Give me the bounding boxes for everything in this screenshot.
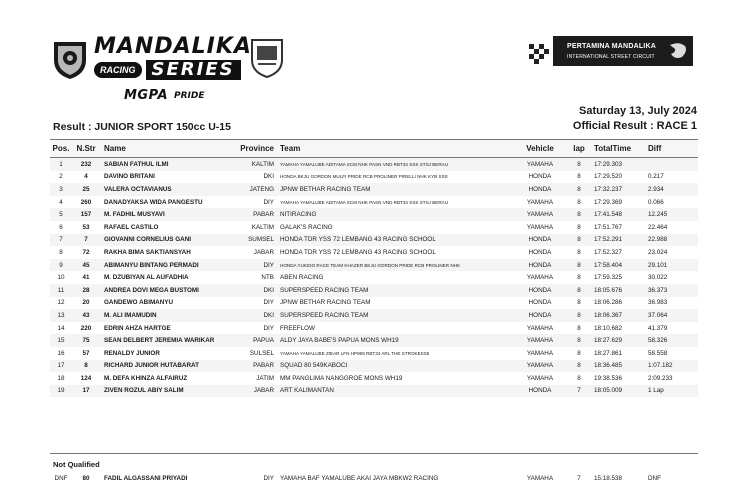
cell-pos: 17	[57, 362, 65, 370]
table-row	[50, 385, 698, 398]
cell-province: JATIM	[256, 374, 274, 382]
table-row	[50, 334, 698, 347]
cell-lap: 8	[577, 160, 581, 168]
cell-lap: 8	[577, 236, 581, 244]
cell-totaltime: 17:59.325	[594, 274, 623, 282]
cell-vehicle: HONDA	[528, 173, 552, 181]
cell-nstr: 124	[80, 374, 92, 382]
col-totaltime: TotalTime	[594, 144, 632, 153]
table-header	[50, 139, 698, 158]
cell-totaltime: 17:58.404	[594, 261, 623, 269]
cell-nstr: 80	[82, 474, 90, 482]
cell-pos: 11	[57, 286, 65, 294]
cell-team: ALDY JAYA BABE'S PAPUA MONS WH19	[280, 337, 399, 345]
cell-nstr: 25	[82, 185, 90, 193]
cell-pos: 13	[57, 311, 65, 319]
cell-nstr: 17	[82, 387, 90, 395]
table-row	[50, 196, 698, 209]
cell-lap: 8	[577, 362, 581, 370]
cell-vehicle: YAMAHA	[526, 274, 554, 282]
cell-nstr: 45	[82, 261, 90, 269]
event-logo	[52, 34, 292, 104]
cell-team: SUPERSPEED RACING TEAM	[280, 311, 369, 319]
cell-diff: 22.988	[648, 236, 668, 244]
cell-lap: 8	[577, 223, 581, 231]
cell-name: M. DZUBIYAN AL AUFADHIA	[104, 274, 189, 282]
cell-team: SUPERSPEED RACING TEAM	[280, 286, 369, 294]
cell-pos: 4	[59, 198, 63, 206]
table-row	[50, 208, 698, 221]
cell-diff: 30.022	[648, 274, 668, 282]
cell-team: HONDA YUKIDO RACE TEAM KHAZER BKJU GORDON PRIDE RCB PROLINER NHK	[280, 262, 461, 268]
cell-totaltime: 15:18.538	[594, 474, 623, 482]
cell-vehicle: HONDA	[528, 236, 552, 244]
cell-vehicle: YAMAHA	[526, 474, 554, 482]
cell-pos: 1	[59, 160, 63, 168]
cell-name: M. ALI IMAMUDIN	[104, 311, 157, 319]
cell-team: HONDA TDR YSS 72 LEMBANG 43 RACING SCHOOL	[280, 236, 436, 244]
cell-diff: 0.066	[648, 198, 664, 206]
cell-province: DIY	[263, 474, 274, 482]
cell-nstr: 53	[82, 223, 90, 231]
cell-diff: 36.983	[648, 299, 668, 307]
cell-name: ANDREA DOVI MEGA BUSTOMI	[104, 286, 199, 294]
cell-lap: 8	[577, 374, 581, 382]
cell-nstr: 157	[80, 211, 92, 219]
event-wordmark: MANDALIKA	[94, 34, 252, 59]
cell-pos: 10	[57, 274, 65, 282]
cell-vehicle: HONDA	[528, 261, 552, 269]
cell-vehicle: HONDA	[528, 299, 552, 307]
cell-pos: 15	[57, 337, 65, 345]
racing-tag: RACING	[94, 62, 142, 78]
cell-name: GANDEWO ABIMANYU	[104, 299, 174, 307]
cell-team: HONDA BKJU GORDON MULFI PRIDE RCB PROLINER PIRELLI NHK KYB SSS	[280, 174, 448, 180]
cell-lap: 8	[577, 211, 581, 219]
cell-diff: 29.101	[648, 261, 668, 269]
cell-nstr: 8	[84, 362, 88, 370]
cell-pos: 2	[59, 173, 63, 181]
cell-lap: 8	[577, 261, 581, 269]
cell-vehicle: HONDA	[528, 286, 552, 294]
cell-diff: 0.217	[648, 173, 664, 181]
cell-province: PABAR	[253, 211, 274, 219]
cell-pos: DNF	[54, 474, 68, 482]
table-row	[50, 360, 698, 373]
cell-nstr: 57	[82, 349, 90, 357]
cell-team: GALAK'S RACING	[280, 223, 333, 231]
cell-province: DIY	[263, 324, 274, 332]
cell-nstr: 72	[82, 248, 90, 256]
cell-diff: 22.464	[648, 223, 668, 231]
cell-province: PABAR	[253, 362, 274, 370]
cell-diff: 37.064	[648, 311, 668, 319]
cell-vehicle: YAMAHA	[526, 324, 554, 332]
cell-province: DIY	[263, 198, 274, 206]
cell-province: SUMSEL	[248, 236, 274, 244]
divider	[50, 453, 698, 454]
cell-totaltime: 18:36.485	[594, 362, 623, 370]
cell-province: JABAR	[253, 387, 274, 395]
col-lap: lap	[573, 144, 585, 153]
cell-province: DKI	[263, 311, 274, 319]
cell-lap: 8	[577, 299, 581, 307]
cell-lap: 7	[577, 387, 581, 395]
cell-province: KALTIM	[251, 223, 274, 231]
cell-vehicle: YAMAHA	[526, 198, 554, 206]
cell-pos: 9	[59, 261, 63, 269]
cell-nstr: 28	[82, 286, 90, 294]
cell-diff: 12.245	[648, 211, 668, 219]
cell-totaltime: 18:27.629	[594, 337, 623, 345]
table-body	[50, 158, 698, 397]
cell-vehicle: HONDA	[528, 387, 552, 395]
cell-name: DAVINO BRITANI	[104, 173, 155, 181]
cell-nstr: 43	[82, 311, 90, 319]
cell-totaltime: 17:32.237	[594, 185, 623, 193]
cell-name: RICHARD JUNIOR HUTABARAT	[104, 362, 199, 370]
cell-totaltime: 18:06.286	[594, 299, 623, 307]
cell-totaltime: 18:05.009	[594, 387, 623, 395]
table-row	[50, 221, 698, 234]
cell-lap: 8	[577, 311, 581, 319]
cell-nstr: 41	[82, 274, 90, 282]
cell-team: YAMAHA YAMALUBE ADITAMA SCM NHK PASN VND RBT34 SSS STSJ BERAU	[280, 161, 449, 167]
cell-lap: 8	[577, 349, 581, 357]
cell-name: ZIVEN ROZUL ABIY SALIM	[104, 387, 184, 395]
cell-diff: 58.326	[648, 337, 668, 345]
cell-name: DANADYAKSA WIDA PANGESTU	[104, 198, 203, 206]
cell-nstr: 220	[80, 324, 92, 332]
not-qualified-section	[50, 472, 698, 485]
cell-vehicle: YAMAHA	[526, 160, 554, 168]
cell-pos: 14	[57, 324, 65, 332]
cell-vehicle: YAMAHA	[526, 337, 554, 345]
cell-lap: 8	[577, 198, 581, 206]
cell-diff: 23.024	[648, 248, 668, 256]
cell-team: JPNW BETHAR RACING TEAM	[280, 299, 371, 307]
cell-name: GIOVANNI CORNELIUS GANI	[104, 236, 191, 244]
cell-name: ABIMANYU BINTANG PERMADI	[104, 261, 199, 269]
cell-name: VALERA OCTAVIANUS	[104, 185, 172, 193]
cell-nstr: 260	[80, 198, 92, 206]
cell-totaltime: 17:51.767	[594, 223, 623, 231]
cell-name: RENALDY JUNIOR	[104, 349, 160, 357]
cell-province: DIY	[263, 261, 274, 269]
mgpa-logo: MGPA	[124, 88, 169, 103]
cell-vehicle: YAMAHA	[526, 211, 554, 219]
cell-vehicle: YAMAHA	[526, 349, 554, 357]
cell-totaltime: 17:29.369	[594, 198, 623, 206]
cell-team: NITIRACING	[280, 211, 317, 219]
cell-province: JABAR	[253, 248, 274, 256]
table-row	[50, 158, 698, 171]
shield-logo-icon	[52, 38, 88, 80]
col-pos: Pos.	[52, 144, 70, 153]
cell-team: YAMAHA YAMALUBE ZIEAR LFN HP969 RBT34 ARL THE STROKESS5	[280, 350, 430, 356]
circuit-subtitle: INTERNATIONAL STREET CIRCUIT	[567, 54, 655, 60]
organizer-seal-icon	[248, 36, 286, 78]
table-row	[50, 322, 698, 335]
cell-name: M. FADHIL MUSYAVI	[104, 211, 165, 219]
cell-team: ABEN RACING	[280, 274, 324, 282]
table-row	[50, 472, 698, 485]
results-table	[50, 139, 698, 397]
cell-team: MM PANGLIMA NANGGROE MONS WH19	[280, 374, 403, 382]
cell-vehicle: HONDA	[528, 248, 552, 256]
table-row	[50, 183, 698, 196]
col-nstr: N.Str	[76, 144, 96, 153]
cell-nstr: 4	[84, 173, 88, 181]
cell-diff: DNF	[648, 474, 661, 482]
table-row	[50, 309, 698, 322]
col-vehicle: Vehicle	[526, 144, 554, 153]
table-row	[50, 347, 698, 360]
cell-team: ART KALIMANTAN	[280, 387, 334, 395]
cell-totaltime: 19:38.536	[594, 374, 623, 382]
pride-logo: PRIDE	[174, 91, 205, 101]
cell-diff: 2:09.233	[648, 374, 673, 382]
series-word: SERIES	[146, 60, 241, 80]
col-diff: Diff	[648, 144, 662, 153]
col-name: Name	[104, 144, 126, 153]
cell-vehicle: YAMAHA	[526, 374, 554, 382]
cell-pos: 19	[57, 387, 65, 395]
cell-diff: 1 Lap	[648, 387, 664, 395]
cell-lap: 8	[577, 248, 581, 256]
table-row	[50, 297, 698, 310]
cell-diff: 41.379	[648, 324, 668, 332]
col-team: Team	[280, 144, 301, 153]
circuit-logo	[525, 34, 695, 70]
cell-diff: 36.373	[648, 286, 668, 294]
not-qualified-label: Not Qualified	[53, 460, 100, 469]
cell-diff: 58.558	[648, 349, 668, 357]
race-date: Saturday 13, July 2024	[578, 105, 697, 117]
cell-lap: 8	[577, 274, 581, 282]
cell-totaltime: 17:41.548	[594, 211, 623, 219]
cell-nstr: 232	[80, 160, 92, 168]
track-map-icon	[667, 41, 689, 61]
cell-name: SABIAN FATHUL ILMI	[104, 160, 169, 168]
cell-province: PAPUA	[253, 337, 274, 345]
cell-pos: 6	[59, 223, 63, 231]
cell-province: DKI	[263, 173, 274, 181]
cell-vehicle: HONDA	[528, 311, 552, 319]
cell-vehicle: YAMAHA	[526, 223, 554, 231]
col-province: Province	[240, 144, 274, 153]
cell-team: YAMAHA BAF YAMALUBE AKAI JAYA MBKW2 RACING	[280, 474, 439, 482]
circuit-banner	[553, 36, 693, 66]
cell-diff: 1:07.182	[648, 362, 673, 370]
cell-province: NTB	[261, 274, 274, 282]
cell-name: EDRIN AHZA HARTGE	[104, 324, 171, 332]
cell-totaltime: 17:29.520	[594, 173, 623, 181]
cell-totaltime: 18:10.682	[594, 324, 623, 332]
cell-name: RAFAEL CASTILO	[104, 223, 159, 231]
cell-province: KALTIM	[251, 160, 274, 168]
cell-team: SQUAD 80 549KABOCI	[280, 362, 348, 370]
cell-team: YAMAHA YAMALUBE ADITAMA SCM NHK PASN VND RBT34 SSS STSJ BERAU	[280, 199, 449, 205]
circuit-name: PERTAMINA MANDALIKA	[567, 43, 656, 50]
cell-pos: 16	[57, 349, 65, 357]
table-row	[50, 372, 698, 385]
cell-pos: 3	[59, 185, 63, 193]
cell-name: RAKHA BIMA SAKTIANSYAH	[104, 248, 191, 256]
official-result-label: Official Result : RACE 1	[572, 120, 697, 132]
cell-lap: 7	[577, 474, 581, 482]
cell-team: HONDA TDR YSS 72 LEMBANG 43 RACING SCHOOL	[280, 248, 436, 256]
cell-province: JATENG	[249, 185, 274, 193]
table-row	[50, 246, 698, 259]
cell-name: SEAN DELBERT JEREMIA WARIKAR	[104, 337, 215, 345]
cell-totaltime: 18:06.367	[594, 311, 623, 319]
table-row	[50, 271, 698, 284]
cell-province: DIY	[263, 299, 274, 307]
cell-totaltime: 17:52.291	[594, 236, 623, 244]
cell-diff: 2.934	[648, 185, 664, 193]
cell-province: DKI	[263, 286, 274, 294]
cell-province: SULSEL	[249, 349, 274, 357]
cell-lap: 8	[577, 286, 581, 294]
cell-pos: 5	[59, 211, 63, 219]
cell-totaltime: 17:29.303	[594, 160, 623, 168]
cell-lap: 8	[577, 337, 581, 345]
cell-team: JPNW BETHAR RACING TEAM	[280, 185, 371, 193]
cell-pos: 7	[59, 236, 63, 244]
cell-pos: 18	[57, 374, 65, 382]
cell-lap: 8	[577, 185, 581, 193]
cell-name: FADIL ALGASSANI PRIYADI	[104, 474, 188, 482]
cell-totaltime: 18:27.861	[594, 349, 623, 357]
cell-nstr: 20	[82, 299, 90, 307]
cell-team: FREEFLOW	[280, 324, 315, 332]
cell-nstr: 7	[84, 236, 88, 244]
cell-totaltime: 18:05.676	[594, 286, 623, 294]
table-row	[50, 259, 698, 272]
racing-series-wordmark	[94, 60, 241, 80]
cell-name: M. DEFA KHINZA ALFAIRUZ	[104, 374, 188, 382]
table-row	[50, 234, 698, 247]
cell-vehicle: HONDA	[528, 185, 552, 193]
cell-vehicle: YAMAHA	[526, 362, 554, 370]
table-row	[50, 171, 698, 184]
cell-lap: 8	[577, 324, 581, 332]
result-title: Result : JUNIOR SPORT 150cc U-15	[53, 121, 231, 133]
cell-pos: 8	[59, 248, 63, 256]
cell-pos: 12	[57, 299, 65, 307]
cell-lap: 8	[577, 173, 581, 181]
table-row	[50, 284, 698, 297]
cell-totaltime: 17:52.327	[594, 248, 623, 256]
cell-nstr: 75	[82, 337, 90, 345]
